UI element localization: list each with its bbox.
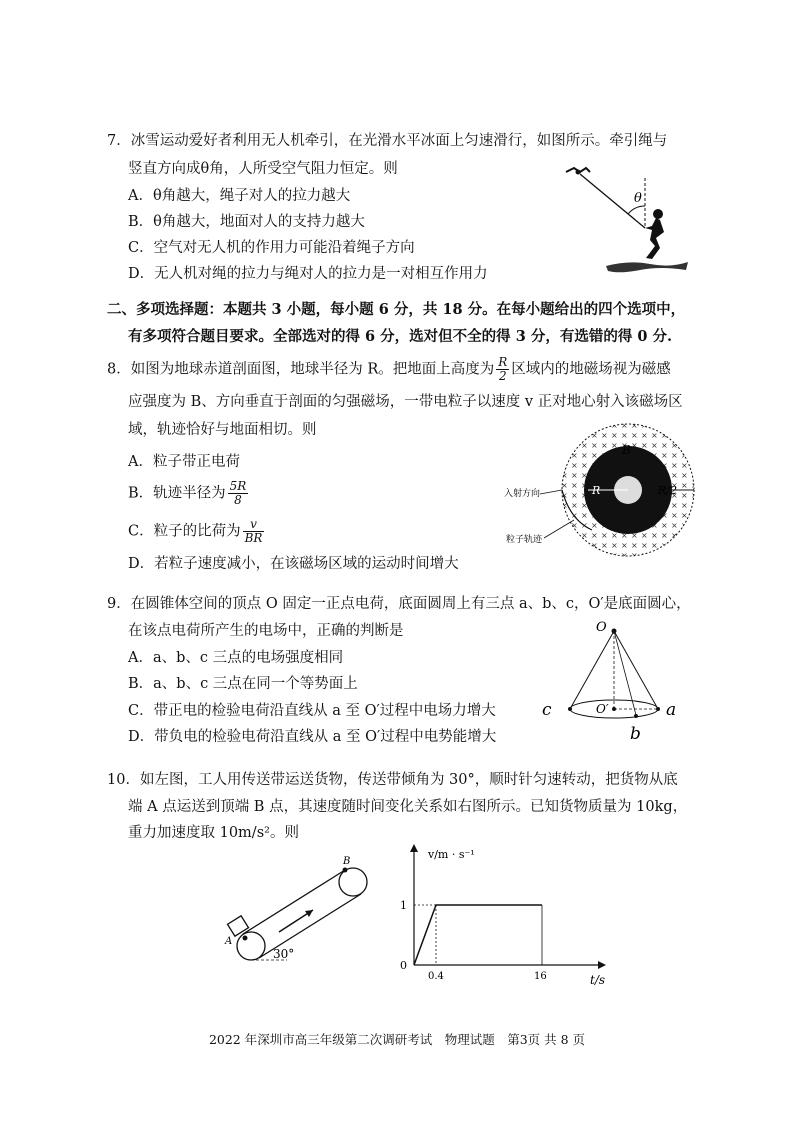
q8-option-a: A．粒子带正电荷 <box>128 454 240 470</box>
section2-heading-line2: 有多项符合题目要求。全部选对的得 6 分，选对但不全的得 3 分，有选错的得 0 分. <box>128 328 673 345</box>
q10-stem-line2: 端 A 点运送到顶端 B 点，其速度随时间变化关系如右图所示。已知货物质量为 10kg， <box>128 799 688 815</box>
q10-fig-angle-label: 30° <box>273 947 295 961</box>
x-axis-label: t/s <box>590 973 606 987</box>
page-footer: 2022 年深圳市高三年级第二次调研考试 物理试题 第3页 共 8 页 <box>208 1032 586 1047</box>
q8-option-b: B．轨迹半径为 $\frac{5R}{8}$ <box>128 479 247 507</box>
q8-fig-b-label: B <box>622 443 631 457</box>
q10-velocity-time-chart <box>380 840 620 990</box>
q8-charge-ratio-fraction: $\frac{v}{BR}$ <box>244 517 263 545</box>
q7-drone-figure <box>560 158 690 276</box>
q8-fig-r2-label: R/2 <box>658 484 677 497</box>
q8-option-d: D．若粒子速度减小，在该磁场区域的运动时间增大 <box>128 556 459 572</box>
q7-option-c: C．空气对无人机的作用力可能沿着绳子方向 <box>128 240 415 256</box>
q9-cone-figure <box>540 615 700 745</box>
q9-stem-line1: 9．在圆锥体空间的顶点 O 固定一正点电荷，底面圆周上有三点 a、b、c，O′是底面圆心， <box>107 596 691 612</box>
q9-fig-o-label: O <box>596 620 607 635</box>
q8-stem-line2: 应强度为 B、方向垂直于剖面的匀强磁场，一带电粒子以速度 v 正对地心射入该磁场区 <box>128 394 683 410</box>
q9-fig-op-label: O′ <box>596 702 609 716</box>
q10-conveyor-figure <box>215 852 375 967</box>
q9-option-a: A．a、b、c 三点的电场强度相同 <box>128 650 344 666</box>
q8-incident-label: 入射方向 <box>504 489 541 499</box>
q7-ice-surface <box>606 262 688 272</box>
q9-option-c: C．带正电的检验电荷沿直线从 a 至 O′过程中电场力增大 <box>128 703 496 719</box>
q8-radius-fraction: $\frac{5R}{8}$ <box>229 479 247 507</box>
q7-stem-line1: 7．冰雪运动爱好者利用无人机牵引，在光滑水平冰面上匀速滑行，如图所示。牵引绳与 <box>107 133 668 149</box>
q8-earth-figure <box>500 420 700 570</box>
q10-stem-line3: 重力加速度取 10m/s²。则 <box>128 825 299 841</box>
q9-fig-b-label: b <box>630 724 641 744</box>
skier-icon <box>645 218 664 259</box>
q8-stem-line3: 域，轨迹恰好与地面相切。则 <box>128 422 317 438</box>
x-tick-label: 0.4 <box>428 971 444 982</box>
section2-heading-line1: 二、多项选择题：本题共 3 小题，每小题 6 分，共 18 分。在每小题给出的四个选项中， <box>107 301 686 318</box>
q9-option-b: B．a、b、c 三点在同一个等势面上 <box>128 676 358 692</box>
q10-stem-line1: 10．如左图，工人用传送带运送货物，传送带倾角为 30°，顺时针匀速转动，把货物从底 <box>107 772 678 788</box>
q7-option-a: A．θ角越大，绳子对人的拉力越大 <box>128 188 351 204</box>
origin-label: 0 <box>400 959 407 972</box>
q10-fig-a-label: A <box>225 936 233 947</box>
q8-option-c: C．粒子的比荷为 $\frac{v}{BR}$ <box>128 517 263 545</box>
q7-option-d: D．无人机对绳的拉力与绳对人的拉力是一对相互作用力 <box>128 266 488 282</box>
x-tick-label: 16 <box>534 971 547 982</box>
q8-height-fraction: $\frac{R}{2}$ <box>498 355 508 383</box>
y-tick-label: 1 <box>400 899 407 912</box>
q7-option-b: B．θ角越大，地面对人的支持力越大 <box>128 214 365 230</box>
belt-top <box>243 870 345 934</box>
q9-option-d: D．带负电的检验电荷沿直线从 a 至 O′过程中电势能增大 <box>128 729 497 745</box>
q10-fig-b-label: B <box>343 856 351 867</box>
q8-fig-r-label: R <box>592 484 601 497</box>
q9-stem-line2: 在该点电荷所产生的电场中，正确的判断是 <box>128 623 404 639</box>
q7-theta-label: θ <box>634 191 642 206</box>
q8-stem-line1: 8．如图为地球赤道剖面图，地球半径为 R。把地面上高度为 $\frac{R}{2}$ 区域内的地磁场视为磁感 <box>107 355 671 383</box>
q7-stem-line2: 竖直方向成θ角，人所受空气阻力恒定。则 <box>128 161 398 177</box>
velocity-series-line <box>414 905 542 965</box>
q9-fig-c-label: c <box>542 700 552 720</box>
y-axis-label: v/m · s⁻¹ <box>428 848 475 861</box>
q9-fig-a-label: a <box>666 700 677 720</box>
q8-track-label: 粒子轨迹 <box>506 535 543 545</box>
